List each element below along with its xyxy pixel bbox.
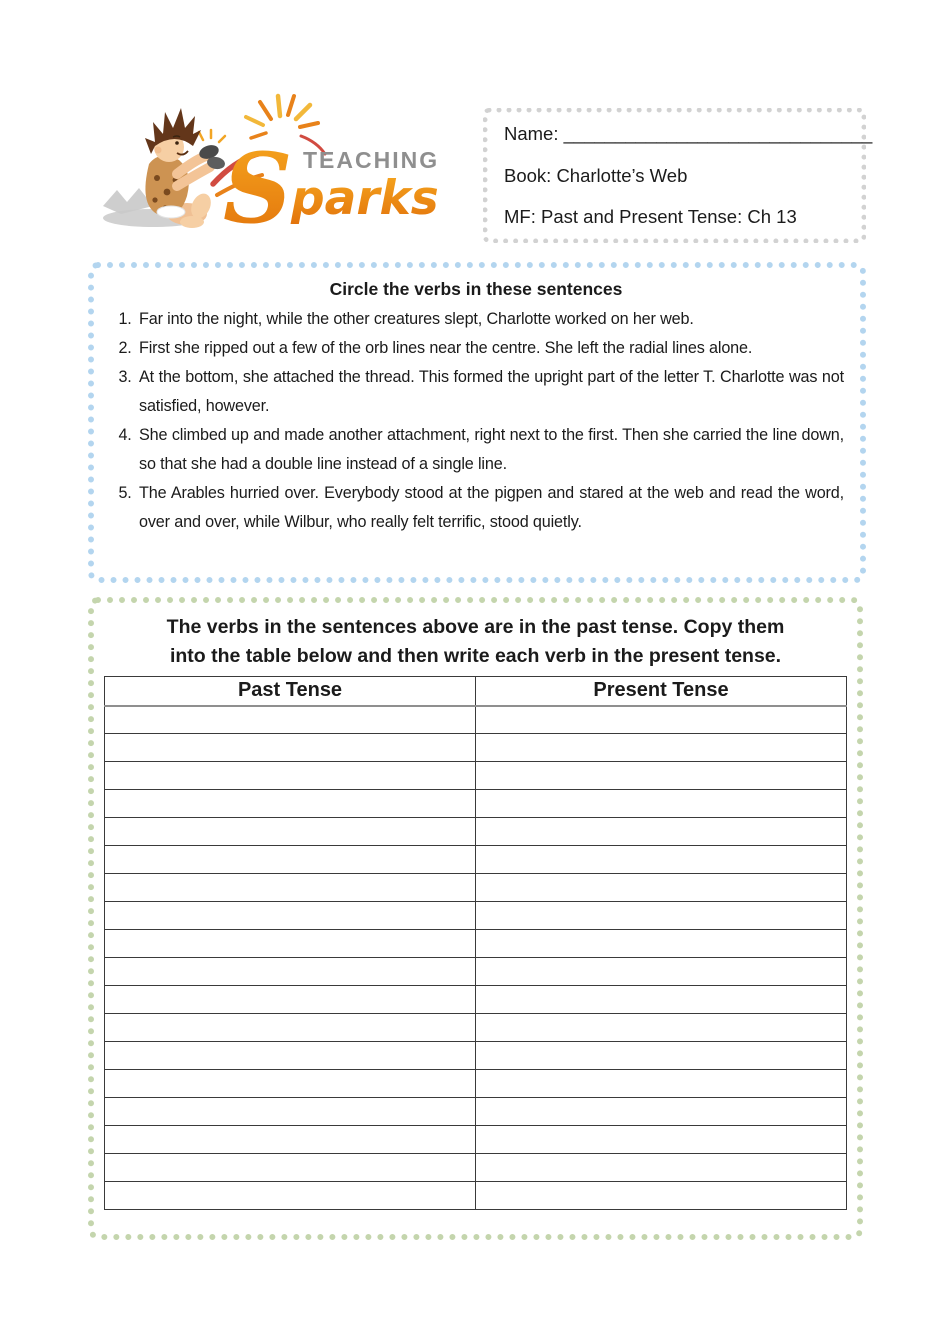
empty-table-row (105, 874, 847, 902)
past-tense-cell (105, 986, 476, 1014)
past-tense-cell (105, 790, 476, 818)
present-tense-cell (476, 958, 847, 986)
past-tense-cell (105, 1126, 476, 1154)
empty-table-row (105, 930, 847, 958)
brand-top-text: TEACHING (303, 147, 440, 173)
name-blank-line: ______________________________ (563, 123, 873, 144)
brand-rest-text: parks (291, 171, 439, 226)
past-tense-cell (105, 1014, 476, 1042)
empty-table-row (105, 818, 847, 846)
present-tense-cell (476, 930, 847, 958)
present-tense-cell (476, 1126, 847, 1154)
present-tense-cell (476, 734, 847, 762)
past-tense-cell (105, 1098, 476, 1126)
teaching-sparks-logo (95, 92, 480, 250)
tense-title-line1: The verbs in the sentences above are in the past tense. Copy them (166, 616, 785, 638)
name-row (504, 123, 873, 145)
present-tense-cell (476, 706, 847, 734)
sentence-list (108, 305, 844, 537)
empty-table-row (105, 1098, 847, 1126)
past-tense-cell (105, 1182, 476, 1210)
name-label: Name: (504, 123, 559, 144)
present-tense-cell (476, 1098, 847, 1126)
tense-title-line2: into the table below and then write each verb in the present tense. (169, 645, 782, 667)
circle-verbs-section (88, 262, 866, 583)
present-tense-cell (476, 1042, 847, 1070)
past-tense-cell (105, 1042, 476, 1070)
brand-initial: S (223, 132, 293, 245)
tense-table-section (88, 597, 863, 1240)
past-tense-header: Past Tense (105, 677, 476, 706)
present-tense-cell (476, 790, 847, 818)
present-tense-header: Present Tense (476, 677, 847, 706)
present-tense-cell (476, 818, 847, 846)
empty-table-row (105, 790, 847, 818)
past-tense-cell (105, 762, 476, 790)
empty-table-row (105, 762, 847, 790)
sentence-item-5: 5. The Arables hurried over. Everybody stood at the pigpen and stared at the web and read the word, over and over, while Wilbur, who really felt terrific, stood quietly. (136, 479, 844, 537)
past-tense-cell (105, 958, 476, 986)
empty-table-row (105, 1154, 847, 1182)
mf-row: MF: Past and Present Tense: Ch 13 (504, 206, 797, 227)
tense-table (104, 676, 847, 1210)
sentence-item-3: 3. At the bottom, she attached the thread. This formed the upright part of the letter T. Charlotte was not satisfied, however. (136, 363, 844, 421)
circle-verbs-title: Circle the verbs in these sentences (329, 279, 623, 299)
sentence-item-1: 1. Far into the night, while the other creatures slept, Charlotte worked on her web. (136, 305, 844, 334)
past-tense-cell (105, 734, 476, 762)
empty-table-row (105, 986, 847, 1014)
present-tense-cell (476, 902, 847, 930)
empty-table-row (105, 1070, 847, 1098)
present-tense-cell (476, 986, 847, 1014)
past-tense-cell (105, 930, 476, 958)
empty-table-row (105, 902, 847, 930)
past-tense-cell (105, 846, 476, 874)
book-row: Book: Charlotte’s Web (504, 164, 688, 186)
empty-table-row (105, 1126, 847, 1154)
present-tense-cell (476, 1014, 847, 1042)
empty-table-row (105, 1182, 847, 1210)
present-tense-cell (476, 1182, 847, 1210)
empty-table-row (105, 706, 847, 734)
past-tense-cell (105, 1070, 476, 1098)
sentence-item-4: 4. She climbed up and made another attachment, right next to the first. Then she carried the line down, so that she had a double line instead of a single line. (136, 421, 844, 479)
student-info-box (483, 108, 873, 243)
past-tense-cell (105, 902, 476, 930)
present-tense-cell (476, 874, 847, 902)
past-tense-cell (105, 874, 476, 902)
caveman-sparks-illustration (95, 92, 480, 250)
present-tense-cell (476, 762, 847, 790)
sentence-item-2: 2. First she ripped out a few of the orb lines near the centre. She left the radial lines alone. (136, 334, 844, 363)
tense-exercise-title (104, 613, 847, 671)
past-tense-cell (105, 1154, 476, 1182)
empty-table-row (105, 734, 847, 762)
empty-table-row (105, 1042, 847, 1070)
empty-table-row (105, 1014, 847, 1042)
present-tense-cell (476, 846, 847, 874)
empty-table-row (105, 846, 847, 874)
present-tense-cell (476, 1154, 847, 1182)
tense-table-header-row (105, 677, 847, 706)
past-tense-cell (105, 818, 476, 846)
past-tense-cell (105, 706, 476, 734)
present-tense-cell (476, 1070, 847, 1098)
empty-table-row (105, 958, 847, 986)
strike-spark-icon (199, 130, 225, 142)
